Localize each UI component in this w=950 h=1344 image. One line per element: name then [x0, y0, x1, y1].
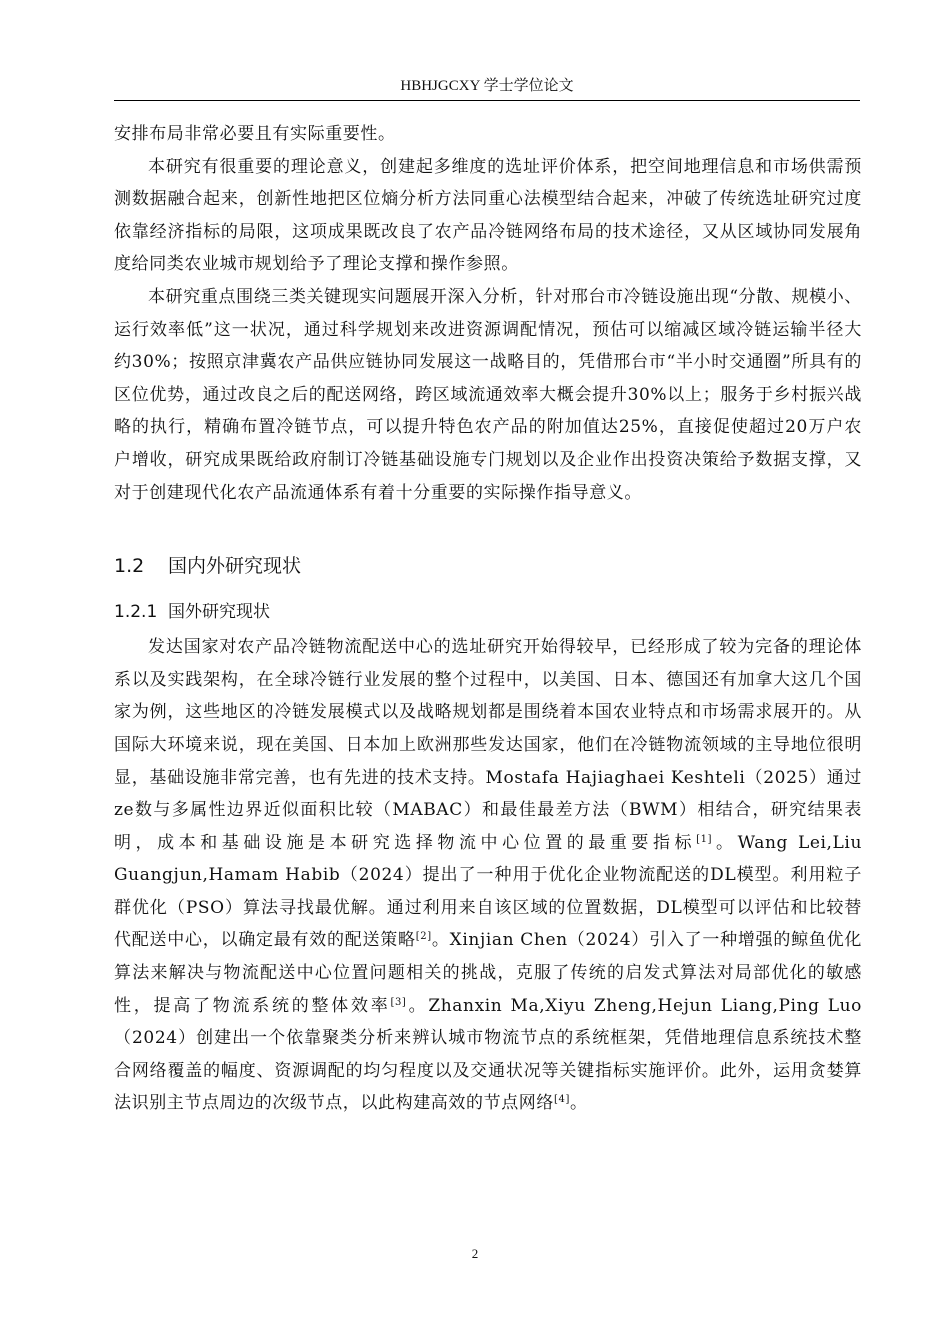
paragraph-intro-3: 本研究重点围绕三类关键现实问题展开深入分析，针对邢台市冷链设施出现“分散、规模小、运行效率低”这一状况，通过科学规划来改进资源调配情况，预估可以缩减区域冷链运输半径大约30%；按照京津冀农产品供应链协同发展这一战略目的，凭借邢台市“半小时交通圈”所具有的区位优势，通过改良之后的配送网络，跨区域流通效率大概会提升30%以上；服务于乡村振兴战略的执行，精确布置冷链节点，可以提升特色农产品的附加值达25%，直接促使超过20万户农户增收，研究成果既给政府制订冷链基础设施专门规划以及企业作出投资决策给予数据支撑，又对于创建现代化农产品流通体系有着十分重要的实际操作指导意义。	[114, 286, 862, 503]
research-text-4: 。Zhanxin Ma,Xiyu Zheng,Hejun Liang,Ping Luo（2024）创建出一个依靠聚类分析来辨认城市物流节点的系统框架，凭借地理信息系统技术整合网络覆盖的幅度、资源调配的均匀程度以及交通状况等关键指标实施评价。此外，运用贪婪算法识别主节点周边的次级节点，以此构建高效的节点网络	[114, 995, 862, 1114]
paragraph-intro-2: 本研究有很重要的理论意义，创建起多维度的选址评价体系，把空间地理信息和市场供需预测数据融合起来，创新性地把区位熵分析方法同重心法模型结合起来，冲破了传统选址研究过度依靠经济指标的局限，这项成果既改良了农产品冷链网络布局的技术途径，又从区域协同发展角度给同类农业城市规划给予了理论支撑和操作参照。	[114, 156, 862, 275]
section-number: 1.2	[114, 555, 145, 578]
subsection-title: 国外研究现状	[168, 602, 270, 623]
citation-3: [3]	[390, 996, 407, 1008]
research-text-1: 发达国家对农产品冷链物流配送中心的选址研究开始得较早，已经形成了较为完备的理论体系以及实践架构，在全球冷链行业发展的整个过程中，以美国、日本、德国还有加拿大这几个国家为例，这些地区的冷链发展模式以及战略规划都是围绕着本国农业特点和市场需求展开的。从国际大环境来说，现在美国、日本加上欧洲那些发达国家，他们在冷链物流领域的主导地位很明显，基础设施非常完善，也有先进的技术支持。Mostafa Hajiaghaei Keshteli（2025）通过ze数与多属性边界近似面积比较（MABAC）和最佳最差方法（BWM）相结合，研究结果表明，成本和基础设施是本研究选择物流中心位置的最重要指标	[114, 637, 862, 853]
citation-2: [2]	[415, 931, 432, 943]
paragraph-intro-1: 安排布局非常必要且有实际重要性。	[114, 124, 396, 144]
research-text-3: 。Xinjian Chen（2024）引入了一种增强的鲸鱼优化算法来解决与物流配送中心位置问题相关的挑战，克服了传统的启发式算法对局部优化的敏感性，提高了物流系统的整体效率	[114, 930, 862, 1016]
page-number: 2	[471, 1246, 479, 1261]
page-body	[114, 118, 862, 1120]
research-text-2: 。Wang Lei,Liu Guangjun,Hamam Habib（2024）提出了一种用于优化企业物流配送的DL模型。利用粒子群优化（PSO）算法寻找最优解。通过利用来自该区域的位置数据，DL模型可以评估和比较替代配送中心，以确定最有效的配送策略	[114, 832, 863, 951]
running-header: HBHJGCXY 学士学位论文	[400, 78, 574, 94]
section-title: 国内外研究现状	[168, 555, 302, 578]
subsection-number: 1.2.1	[114, 602, 158, 623]
citation-4: [4]	[554, 1094, 570, 1106]
header-divider	[114, 100, 860, 101]
research-text-5: 。	[569, 1093, 588, 1114]
paragraph-foreign-research	[114, 631, 862, 1120]
subsection-heading	[114, 597, 862, 627]
citation-1: [1]	[696, 833, 713, 845]
section-heading	[114, 551, 862, 581]
